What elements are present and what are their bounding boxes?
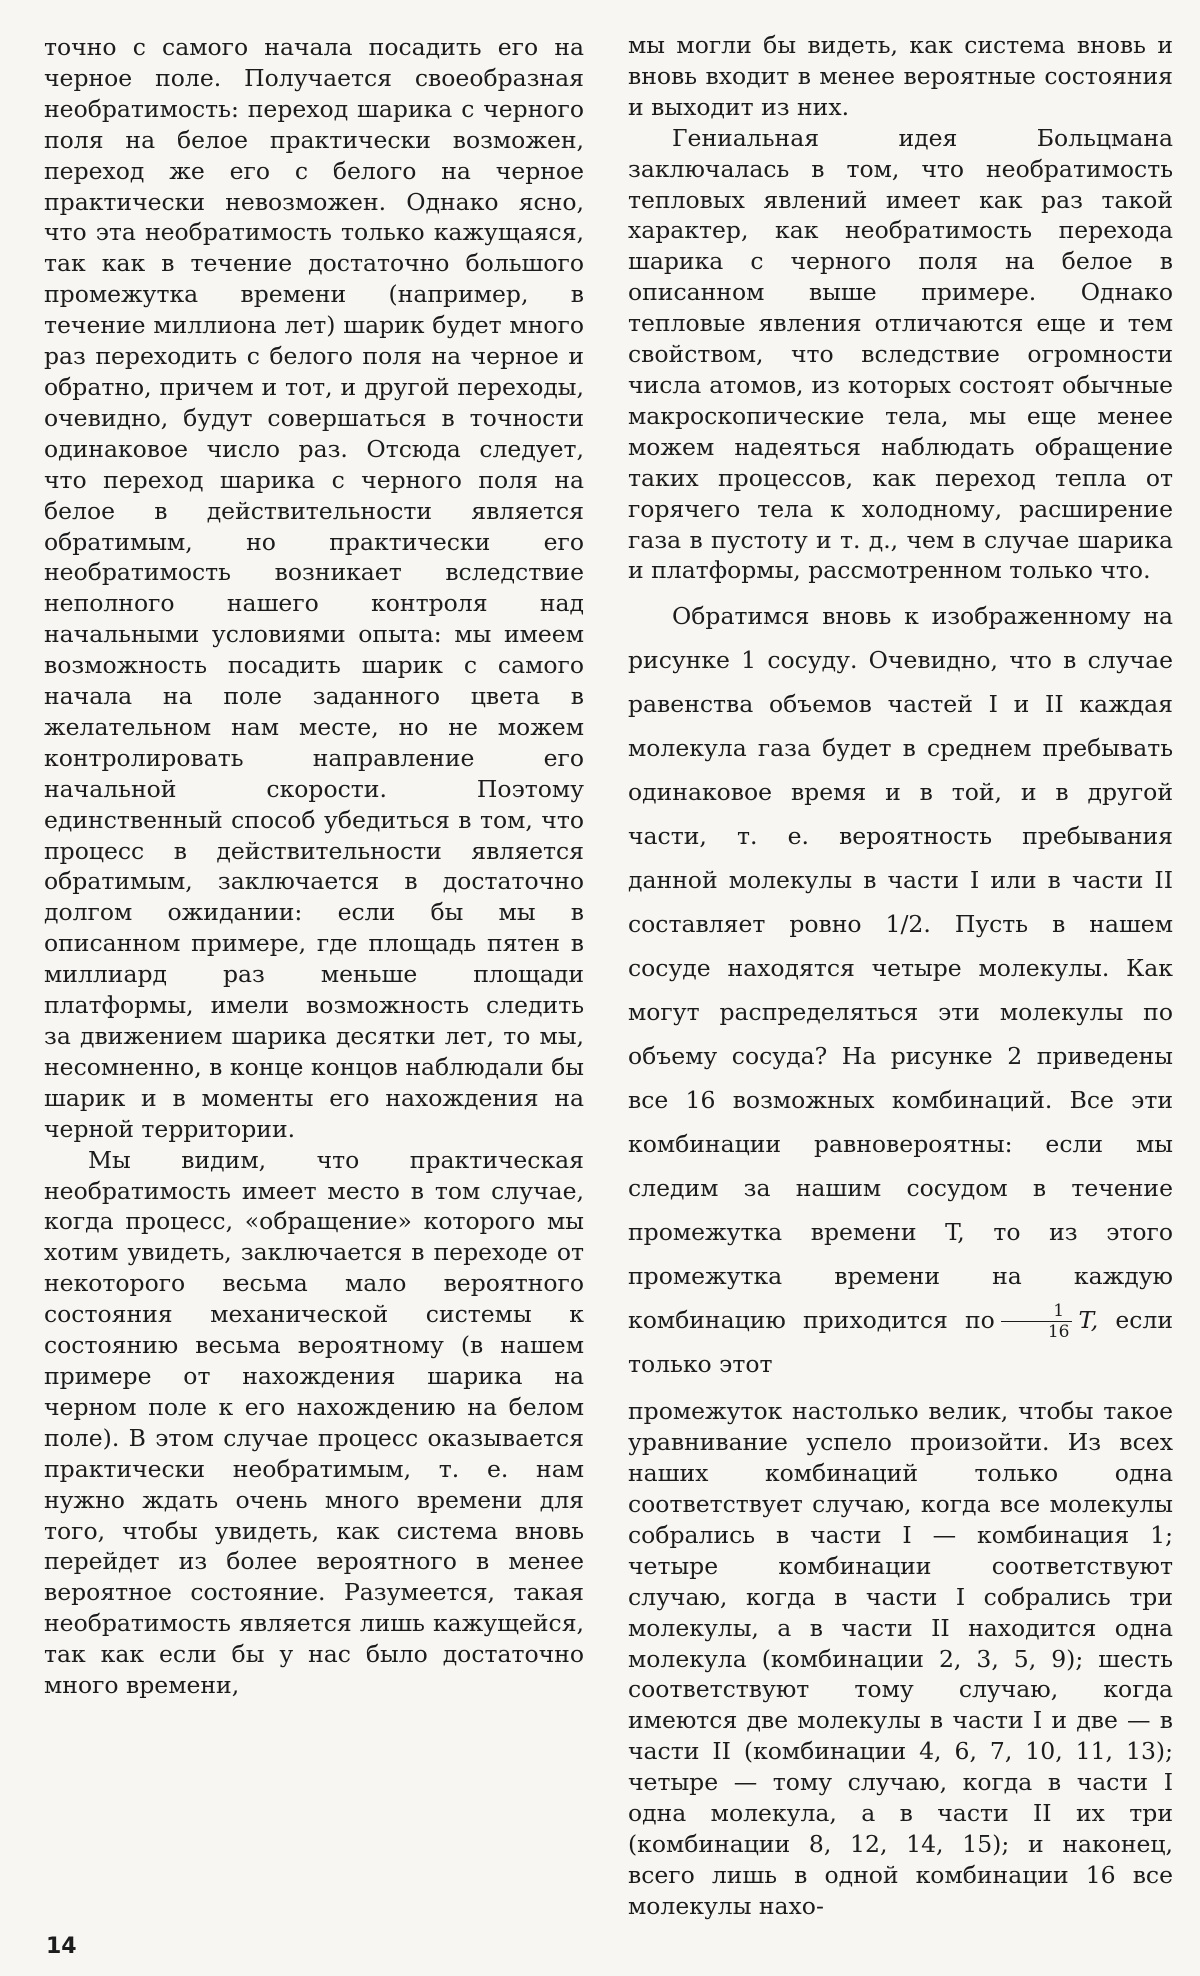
right-column — [628, 30, 1173, 1922]
paragraph: точно с самого начала посадить его на черное поле. Получается своеобразная необратимость: переход шарика с черного поля на белое практически возможен, переход же его с белого на черное практически невозможен. Однако ясно, что эта необратимость только кажущаяся, так как в течение достаточно большого промежутка времени (например, в течение миллиона лет) шарик будет много раз переходить с белого поля на черное и обратно, причем и тот, и другой переходы, очевидно, будут совершаться в точности одинаковое число раз. Отсюда следует, что переход шарика с черного поля на белое в действительности является обратимым, но практически его необратимость возникает вследствие неполного нашего контроля над начальными условиями опыта: мы имеем возможность посадить шарик с самого начала на поле заданного цвета в желательном нам месте, но не можем контролировать направление его начальной скорости. Поэтому единственный способ убедиться в том, что процесс в действительности является обратимым, заключается в достаточно долгом ожидании: если бы мы в описанном примере, где площадь пятен в миллиард раз меньше площади платформы, имели возможность следить за движением шарика десятки лет, то мы, несомненно, в конце концов наблюдали бы шарик и в моменты его нахождения на черной территории. — [44, 33, 584, 1143]
fraction-numerator: 1 — [1001, 1301, 1073, 1322]
paragraph: мы могли бы видеть, как система вновь и вновь входит в менее вероятные состояния и выходит из них. — [628, 31, 1173, 121]
paragraph: промежуток настолько велик, чтобы такое уравнивание успело произойти. Из всех наших комбинаций только одна соответствует случаю, когда все молекулы собрались в части I — комбинация 1; четыре комбинации соответствуют случаю, когда в части I собрались три молекулы, а в части II находится одна молекула (комбинации 2, 3, 5, 9); шесть соответствуют тому случаю, когда имеются две молекулы в части I и две — в части II (комбинации 4, 6, 7, 10, 11, 13); четыре — тому случаю, когда в части I одна молекула, а в части II их три (комбинации 8, 12, 14, 15); и наконец, всего лишь в одной комбинации 16 все молекулы нахо- — [628, 1397, 1173, 1920]
fraction-denominator: 16 — [1047, 1322, 1070, 1343]
paragraph: Гениальная идея Больцмана заключалась в том, что необратимость тепловых явлений имеет как раз такой характер, как необратимость перехода шарика с черного поля на белое в описанном выше примере. Однако тепловые явления отличаются еще и тем свойством, что вследствие огромности числа атомов, из которых состоят обычные макроскопические тела, мы еще менее можем надеяться наблюдать обращение таких процессов, как переход тепла от горячего тела к холодному, расширение газа в пустоту и т. д., чем в случае шарика и платформы, рассмотренном только что. — [628, 123, 1173, 585]
paragraph: Мы видим, что практическая необратимость имеет место в том случае, когда процесс, «обращение» которого мы хотим увидеть, заключается в переходе от некоторого весьма мало вероятного состояния механической системы к состоянию весьма вероятному (в нашем примере от нахождения шарика на черном поле к его нахождению на белом поле). В этом случае процесс оказывается практически необратимым, т. е. нам нужно ждать очень много времени для того, чтобы увидеть, как система вновь перейдет из более вероятного в менее вероятное состояние. Разумеется, такая необратимость является лишь кажущейся, так как если бы у нас было достаточно много времени, — [44, 1145, 584, 1700]
paragraph-text-continued: если только этот — [628, 1306, 1173, 1379]
left-column — [44, 32, 584, 1701]
paragraph-with-formula — [628, 594, 1173, 1386]
fraction — [1001, 1301, 1073, 1342]
paragraph-text: Обратимся вновь к изображенному на рисунке 1 сосуду. Очевидно, что в случае равенства объемов частей I и II каждая молекула газа будет в среднем пребывать одинаковое время и в той, и в другой части, т. е. вероятность пребывания данной молекулы в части I или в части II составляет ровно 1/2. Пусть в нашем сосуде находятся четыре молекулы. Как могут распределяться эти молекулы по объему сосуда? На рисунке 2 приведены все 16 возможных комбинаций. Все эти комбинации равновероятны: если мы следим за нашим сосудом в течение промежутка времени T, то из этого промежутка времени на каждую комбинацию приходится по — [628, 602, 1173, 1335]
page-number: 14 — [46, 1934, 77, 1959]
fraction-variable: T, — [1078, 1306, 1099, 1335]
